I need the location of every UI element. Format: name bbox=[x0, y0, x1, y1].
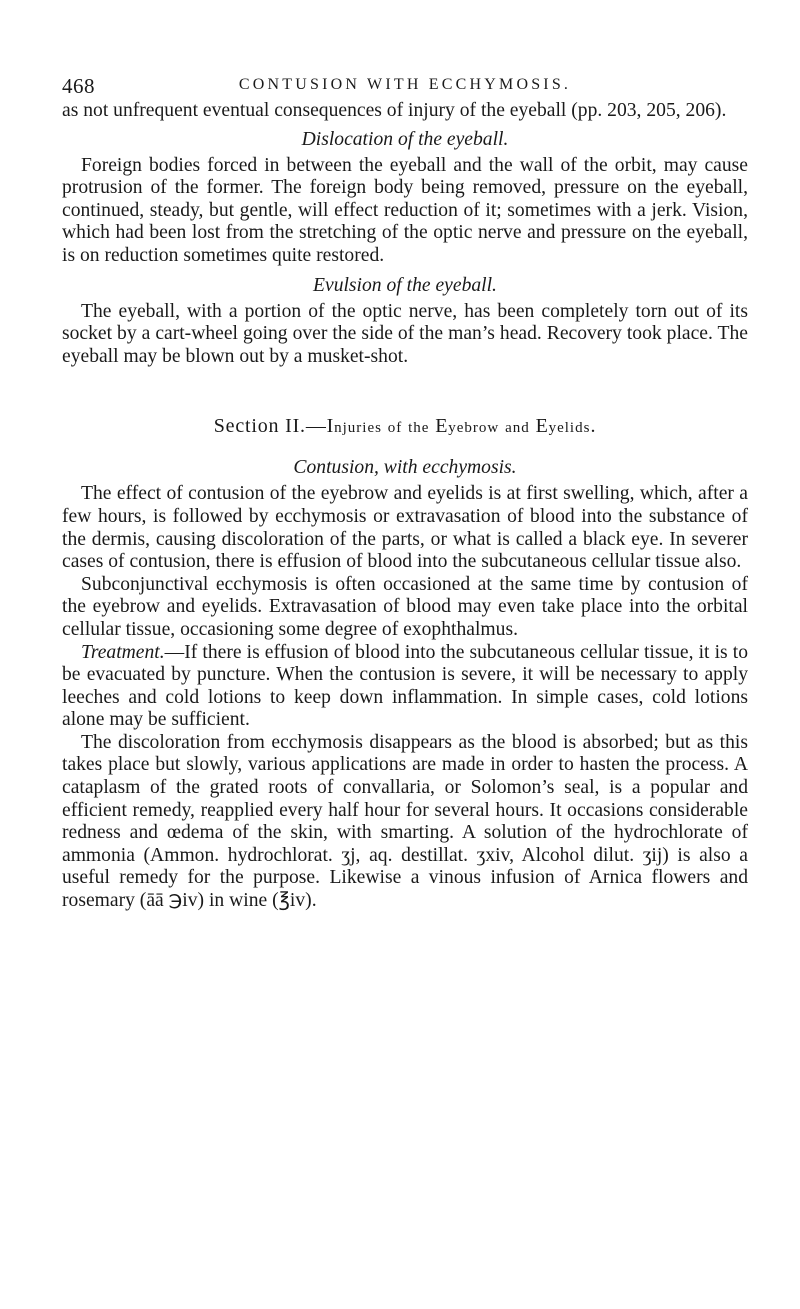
evulsion-heading: Evulsion of the eyeball. bbox=[313, 274, 497, 296]
dislocation-paragraph: Foreign bodies forced in between the eyeball and the wall of the orbit, may cause protrusion of the former. The foreign body being removed, pressure on the eyeball, continued, steady, but gentle, will effect reduction of it; sometimes with a jerk. Vision, which had been lost from the stretching of the optic nerve and pressure on the eyeball, is on reduction sometimes quite restored. bbox=[62, 154, 748, 266]
section-heading bbox=[62, 414, 748, 440]
treatment-paragraph bbox=[62, 642, 748, 732]
contusion-paragraph-1: The effect of contusion of the eyebrow and eyelids is at first swelling, which, after a few hours, is followed by ecchymosis or extravasation of blood into the substance of the dermis, causing discoloration of the parts, or what is called a black eye. In severer cases of contusion, there is effusion of blood into the subcutaneous cellular tissue also. bbox=[62, 483, 748, 573]
intro-paragraph: as not unfrequent eventual consequences of injury of the eyeball (pp. 203, 205, 206). bbox=[62, 100, 727, 121]
section-title: Injuries of the Eyebrow and Eyelids. bbox=[326, 415, 597, 438]
section-number: Section II. bbox=[213, 415, 306, 438]
contusion-heading: Contusion, with ecchymosis. bbox=[293, 457, 517, 479]
body-text bbox=[62, 100, 748, 913]
treatment-label: Treatment. bbox=[81, 641, 165, 663]
running-title: CONTUSION WITH ECCHYMOSIS. bbox=[238, 76, 572, 93]
section-dash: — bbox=[305, 415, 327, 438]
page-number: 468 bbox=[62, 74, 95, 98]
running-head bbox=[62, 70, 748, 100]
treatment-text: —If there is effusion of blood into the subcutaneous cellular tissue, it is to be evacuated by puncture. When the contusion is severe, it will be necessary to apply leeches and cold lotions to keep down inflammation. In simple cases, cold lotions alone may be sufficient. bbox=[62, 641, 748, 731]
contusion-paragraph-4: The discoloration from ecchymosis disappears as the blood is absorbed; but as this takes place but slowly, various applications are made in order to hasten the process. A cataplasm of the grated roots of convallaria, or Solomon’s seal, is a popular and efficient remedy, reapplied every half hour for several hours. It occasions considerable redness and œdema of the skin, with smarting. A solution of the hydrochlorate of ammonia (Ammon. hydrochlorat. ʒj, aq. destillat. ʒxiv, Alcohol dilut. ʒij) is also a useful remedy for the purpose. Likewise a vinous infusion of Arnica flowers and rosemary (āā ℈iv) in wine (℥iv). bbox=[62, 731, 748, 912]
evulsion-paragraph: The eyeball, with a portion of the optic nerve, has been completely torn out of its socket by a cart-wheel going over the side of the man’s head. Recovery took place. The eyeball may be blown out by a musket-shot. bbox=[62, 300, 748, 367]
contusion-paragraph-2: Subconjunctival ecchymosis is often occasioned at the same time by contusion of the eyebrow and eyelids. Extravasation of blood may even take place into the orbital cellular tissue, occasioning some degree of exophthalmus. bbox=[62, 573, 748, 640]
dislocation-heading: Dislocation of the eyeball. bbox=[301, 128, 509, 150]
